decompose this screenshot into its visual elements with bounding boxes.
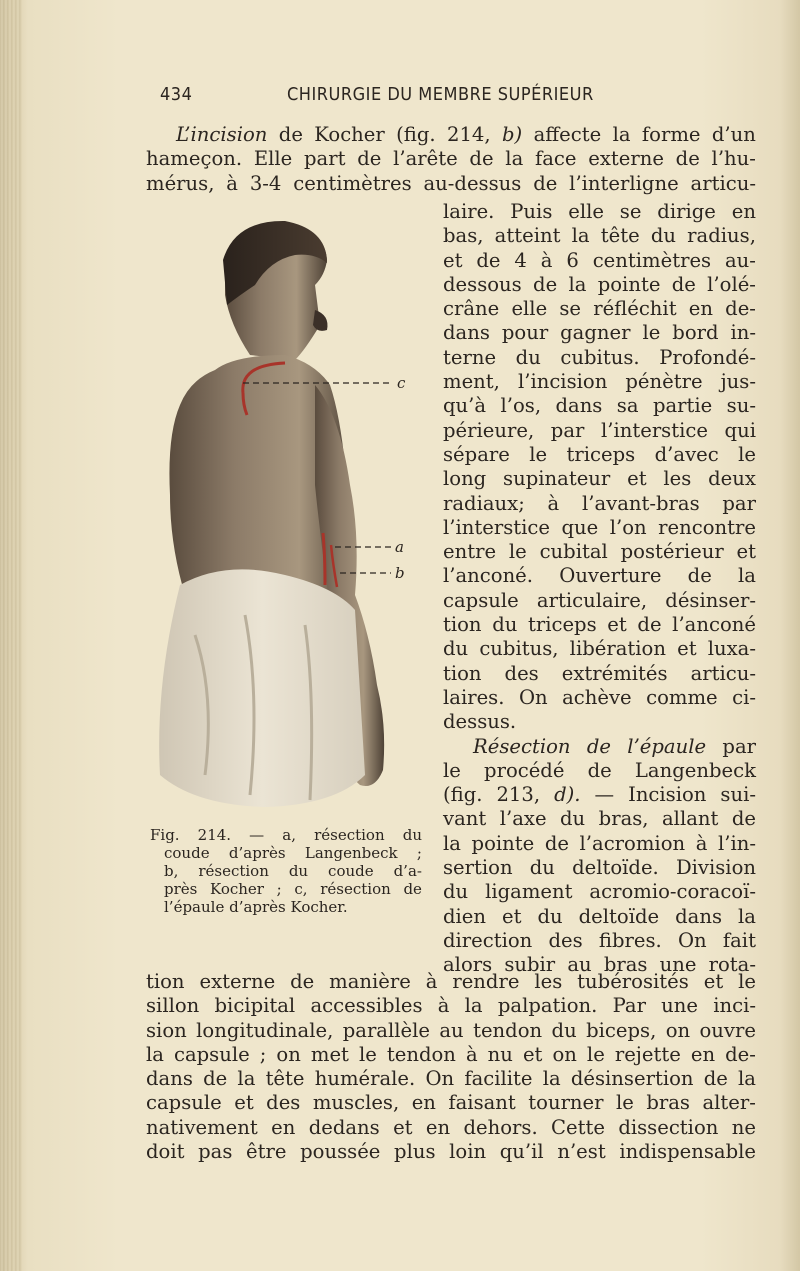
paragraph-epaule-continued xyxy=(146,970,756,1164)
text-line: hameçon. Elle part de l’arête de la face externe de l’hu- xyxy=(146,147,756,171)
text-line: la pointe de l’acromion à l’in- xyxy=(443,831,756,855)
page-number: 434 xyxy=(160,84,193,105)
text-line: dans pour gagner le bord in- xyxy=(443,321,756,345)
caption-line: b, résection du coude d’a- xyxy=(164,862,422,880)
text-line: la capsule ; on met le tendon à nu et on le rejette en de- xyxy=(146,1042,756,1066)
text-line: dans de la tête humérale. On facilite la désinsertion de la xyxy=(146,1067,756,1091)
text-line: mérus, à 3-4 centimètres au-dessus de l’interligne articu- xyxy=(146,171,756,195)
text-line: dien et du deltoïde dans la xyxy=(443,904,756,928)
text-line: capsule articulaire, désinser- xyxy=(443,588,756,612)
text-line: alors subir au bras une rota- xyxy=(443,953,756,977)
cloth-shape xyxy=(159,569,365,807)
label-a: a xyxy=(395,538,404,556)
caption-line: près Kocher ; c, résection de xyxy=(164,880,422,898)
text-line: long supinateur et les deux xyxy=(443,467,756,491)
text-line: entre le cubital postérieur et xyxy=(443,540,756,564)
figure-214 xyxy=(155,215,425,825)
text-line: tion du triceps et de l’anconé xyxy=(443,613,756,637)
text-line: l’interstice que l’on rencontre xyxy=(443,515,756,539)
text-line: laire. Puis elle se dirige en xyxy=(443,200,756,223)
right-column-text xyxy=(443,200,756,978)
figure-caption xyxy=(150,826,422,916)
running-head: CHIRURGIE DU MEMBRE SUPÉRIEUR xyxy=(287,84,594,105)
text-line: du cubitus, libération et luxa- xyxy=(443,637,756,661)
label-b: b xyxy=(395,564,405,582)
text-line: tion externe de manière à rendre les tubérosités et le xyxy=(146,970,756,993)
text-line: bas, atteint la tête du radius, xyxy=(443,224,756,248)
text-line: L’incision de Kocher (fig. 214, b) affecte la forme d’un xyxy=(176,123,756,146)
text-line: direction des fibres. On fait xyxy=(443,928,756,952)
text-line: dessous de la pointe de l’olé- xyxy=(443,272,756,296)
caption-line: Fig. 214. — a, résection du xyxy=(150,826,422,844)
text-line: sépare le triceps d’avec le xyxy=(443,442,756,466)
text-line: Résection de l’épaule par xyxy=(473,734,756,758)
text-line: le procédé de Langenbeck xyxy=(443,758,756,782)
text-line: (fig. 213, d). — Incision sui- xyxy=(443,783,756,807)
text-line: sion longitudinale, parallèle au tendon du biceps, on ouvre xyxy=(146,1018,756,1042)
text-line: sillon bicipital accessibles à la palpation. Par une inci- xyxy=(146,994,756,1018)
text-line: ment, l’incision pénètre jus- xyxy=(443,370,756,394)
text-line: radiaux; à l’avant-bras par xyxy=(443,491,756,515)
text-line: du ligament acromio-coracoï- xyxy=(443,880,756,904)
paragraph-kocher-intro xyxy=(146,123,756,196)
mustache-shape xyxy=(313,310,328,331)
text-line: doit pas être poussée plus loin qu’il n’est indispensable xyxy=(146,1140,756,1164)
text-line: terne du cubitus. Profondé- xyxy=(443,345,756,369)
text-line: laires. On achève comme ci- xyxy=(443,685,756,709)
caption-line: coude d’après Langenbeck ; xyxy=(164,844,422,862)
text-line: l’anconé. Ouverture de la xyxy=(443,564,756,588)
text-line: sertion du deltoïde. Division xyxy=(443,856,756,880)
page-edge xyxy=(0,0,22,1271)
text-line: et de 4 à 6 centimètres au- xyxy=(443,248,756,272)
page-header xyxy=(160,84,756,112)
caption-line: l’épaule d’après Kocher. xyxy=(164,898,348,916)
text-line: crâne elle se réfléchit en de- xyxy=(443,297,756,321)
text-line: nativement en dedans et en dehors. Cette dissection ne xyxy=(146,1115,756,1139)
label-c: c xyxy=(397,374,406,392)
text-line: vant l’axe du bras, allant de xyxy=(443,807,756,831)
text-line: qu’à l’os, dans sa partie su- xyxy=(443,394,756,418)
text-line: périeure, par l’interstice qui xyxy=(443,418,756,442)
figure-photo xyxy=(155,215,425,825)
text-line: dessus. xyxy=(443,710,517,734)
text-line: capsule et des muscles, en faisant tourner le bras alter- xyxy=(146,1091,756,1115)
text-line: tion des extrémités articu- xyxy=(443,661,756,685)
